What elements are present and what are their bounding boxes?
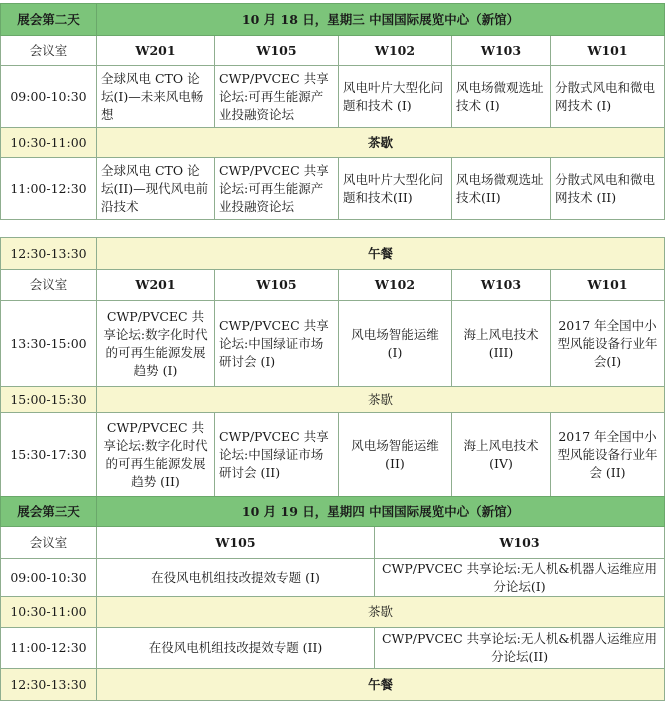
time-slot: 11:00-12:30 bbox=[1, 628, 97, 669]
session-cell: CWP/PVCEC 共享论坛:数字化时代的可再生能源发展趋势 (II) bbox=[97, 413, 215, 497]
session-cell: 分散式风电和微电网技术 (I) bbox=[551, 66, 665, 128]
table-row bbox=[1, 301, 665, 387]
room-w101: W101 bbox=[551, 36, 665, 66]
day2-title: 10 月 18 日，星期三 中国国际展览中心（新馆） bbox=[97, 4, 665, 36]
session-cell: CWP/PVCEC 共享论坛:无人机&机器人运维应用分论坛(II) bbox=[375, 628, 665, 669]
day2-header-row bbox=[1, 4, 665, 36]
day2-label: 展会第二天 bbox=[1, 4, 97, 36]
table-row bbox=[1, 628, 665, 669]
room-label: 会议室 bbox=[1, 36, 97, 66]
day3-table bbox=[0, 496, 665, 701]
time-slot: 10:30-11:00 bbox=[1, 597, 97, 628]
session-cell: 在役风电机组技改提效专题 (II) bbox=[97, 628, 375, 669]
table-row bbox=[1, 413, 665, 497]
session-cell: CWP/PVCEC 共享论坛:中国绿证市场研讨会 (I) bbox=[215, 301, 339, 387]
room-w201: W201 bbox=[97, 270, 215, 301]
room-w201: W201 bbox=[97, 36, 215, 66]
room-label: 会议室 bbox=[1, 527, 97, 559]
room-w102: W102 bbox=[339, 270, 452, 301]
session-cell: 风电场微观选址技术 (I) bbox=[452, 66, 551, 128]
time-slot: 15:00-15:30 bbox=[1, 387, 97, 413]
session-cell: 海上风电技术 (IV) bbox=[452, 413, 551, 497]
time-slot: 12:30-13:30 bbox=[1, 669, 97, 701]
lunch-label: 午餐 bbox=[97, 669, 665, 701]
day3-header-row bbox=[1, 497, 665, 527]
day3-label: 展会第三天 bbox=[1, 497, 97, 527]
room-w103: W103 bbox=[452, 36, 551, 66]
lunch-row bbox=[1, 238, 665, 270]
session-cell: 风电场智能运维 (I) bbox=[339, 301, 452, 387]
time-slot: 10:30-11:00 bbox=[1, 128, 97, 158]
room-w105: W105 bbox=[97, 527, 375, 559]
room-label: 会议室 bbox=[1, 270, 97, 301]
room-w102: W102 bbox=[339, 36, 452, 66]
tea-break-label: 茶歇 bbox=[97, 128, 665, 158]
break-row bbox=[1, 597, 665, 628]
session-cell: 全球风电 CTO 论坛(I)—未来风电畅想 bbox=[97, 66, 215, 128]
table-row bbox=[1, 559, 665, 597]
session-cell: 分散式风电和微电网技术 (II) bbox=[551, 158, 665, 220]
session-cell: 2017 年全国中小型风能设备行业年会(I) bbox=[551, 301, 665, 387]
day2-room-row bbox=[1, 36, 665, 66]
day2-morning-table bbox=[0, 3, 665, 220]
table-row bbox=[1, 66, 665, 128]
lunch-label: 午餐 bbox=[97, 238, 665, 270]
session-cell: 海上风电技术 (III) bbox=[452, 301, 551, 387]
session-cell: 风电场微观选址技术(II) bbox=[452, 158, 551, 220]
time-slot: 12:30-13:30 bbox=[1, 238, 97, 270]
time-slot: 11:00-12:30 bbox=[1, 158, 97, 220]
tea-break-label: 茶歇 bbox=[97, 597, 665, 628]
room-w103: W103 bbox=[452, 270, 551, 301]
lunch-row bbox=[1, 669, 665, 701]
time-slot: 09:00-10:30 bbox=[1, 559, 97, 597]
day3-room-row bbox=[1, 527, 665, 559]
time-slot: 09:00-10:30 bbox=[1, 66, 97, 128]
session-cell: CWP/PVCEC 共享论坛:可再生能源产业投融资论坛 bbox=[215, 158, 339, 220]
break-row bbox=[1, 387, 665, 413]
day3-title: 10 月 19 日，星期四 中国国际展览中心（新馆） bbox=[97, 497, 665, 527]
day2-afternoon-table bbox=[0, 237, 665, 497]
table-row bbox=[1, 158, 665, 220]
session-cell: CWP/PVCEC 共享论坛:中国绿证市场研讨会 (II) bbox=[215, 413, 339, 497]
session-cell: 在役风电机组技改提效专题 (I) bbox=[97, 559, 375, 597]
room-w105: W105 bbox=[215, 36, 339, 66]
room-w105: W105 bbox=[215, 270, 339, 301]
session-cell: 风电叶片大型化问题和技术(II) bbox=[339, 158, 452, 220]
room-w103: W103 bbox=[375, 527, 665, 559]
session-cell: 风电场智能运维 (II) bbox=[339, 413, 452, 497]
session-cell: CWP/PVCEC 共享论坛:无人机&机器人运维应用分论坛(I) bbox=[375, 559, 665, 597]
tea-break-label: 茶歇 bbox=[97, 387, 665, 413]
session-cell: CWP/PVCEC 共享论坛:数字化时代的可再生能源发展趋势 (I) bbox=[97, 301, 215, 387]
session-cell: 风电叶片大型化问题和技术 (I) bbox=[339, 66, 452, 128]
room-w101: W101 bbox=[551, 270, 665, 301]
session-cell: 全球风电 CTO 论坛(II)—现代风电前沿技术 bbox=[97, 158, 215, 220]
break-row bbox=[1, 128, 665, 158]
time-slot: 15:30-17:30 bbox=[1, 413, 97, 497]
session-cell: CWP/PVCEC 共享论坛:可再生能源产业投融资论坛 bbox=[215, 66, 339, 128]
day2-room-row bbox=[1, 270, 665, 301]
time-slot: 13:30-15:00 bbox=[1, 301, 97, 387]
session-cell: 2017 年全国中小型风能设备行业年会 (II) bbox=[551, 413, 665, 497]
